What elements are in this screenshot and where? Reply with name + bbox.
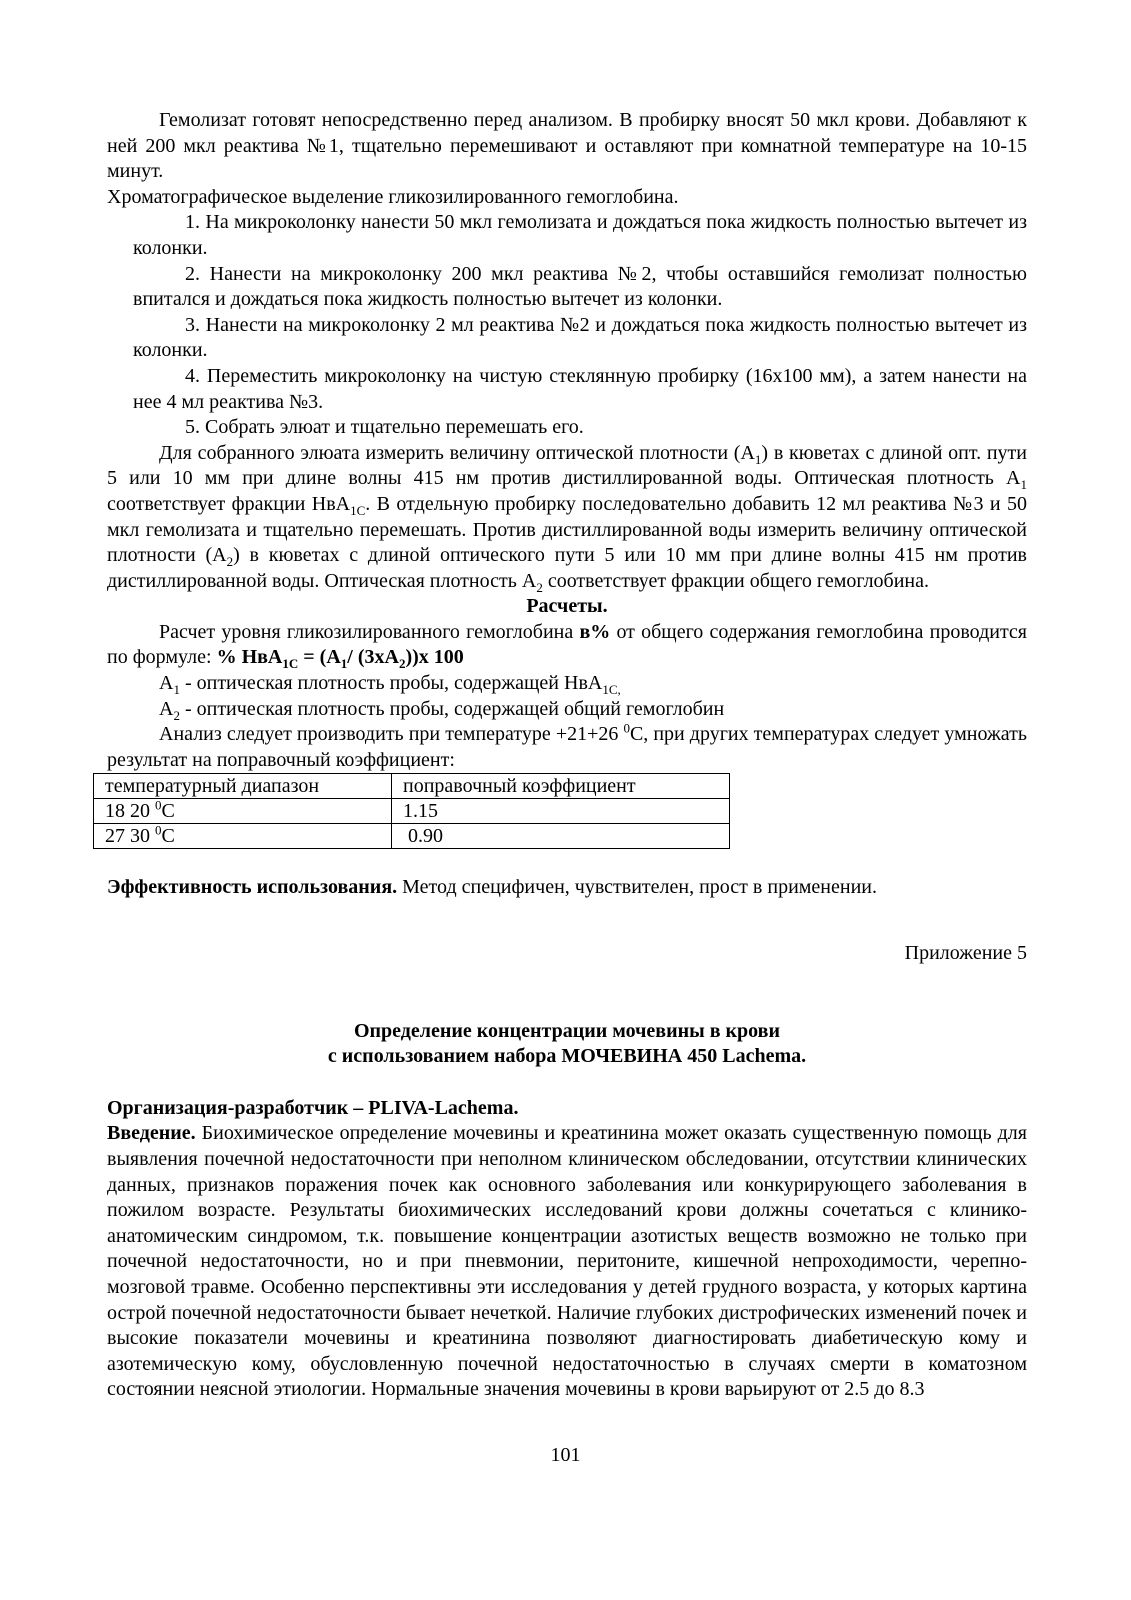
table-row: [94, 799, 730, 824]
table-header-cell: температурный диапазон: [94, 774, 392, 799]
organization-line: Организация-разработчик – PLIVA-Lachema.: [107, 1096, 519, 1119]
step-3: 3. Нанести на микроколонку 2 мл реактива №2 и дождаться пока жидкость полностью вытечет из колонки.: [133, 313, 1027, 362]
correction-table: [93, 773, 730, 849]
table-cell: 18 20 $^0$С: [94, 799, 392, 824]
measurement-paragraph: Для собранного элюата измерить величину оптической плотности $(А_1)$ в кюветах с длиной опт. пути 5 или 10 мм при длине волны 415 нм против дистиллированной воды. Оптическая плотность $А_1$ соответствует фракции НвА$_{1С}$. В отдельную пробирку последовательно добавить 12 мл реактива №3 и 50 мкл гемолизата и тщательно перемешать. Против дистиллированной воды измерить величину оптической плотности $(А_2)$ в кюветах с длиной оптического пути 5 или 10 мм при длине волны 415 нм против дистиллированной воды. Оптическая плотность $А_2$ соответствует фракции общего гемоглобина.: [107, 441, 1027, 595]
table-header-cell: поправочный коэффициент: [392, 774, 730, 799]
table-cell: 0.90: [392, 824, 730, 849]
appendix-label: Приложение 5: [904, 942, 1027, 965]
temperature-paragraph: Анализ следует производить при температуре +21+26 $^0$С, при других температурах следует умножать результат на поправочный коэффициент:: [107, 720, 1027, 771]
document-page: [107, 108, 1027, 1403]
hemolysate-paragraph: Гемолизат готовят непосредственно перед анализом. В пробирку вносят 50 мкл крови. Добавляют к ней 200 мкл реактива №1, тщательно перемешивают и оставляют при комнатной температуре на 10-15 минут.: [107, 109, 1027, 183]
definition-a1: $А_1$ - оптическая плотность пробы, содержащей НвА$_{1С,}$: [159, 672, 621, 698]
section-title-line-1: Определение концентрации мочевины в крови: [353, 1019, 781, 1042]
step-5: 5. Собрать элюат и тщательно перемешать его.: [185, 416, 584, 439]
page-number: 101: [550, 1444, 581, 1466]
table-header-row: [94, 774, 730, 799]
efficiency-paragraph: Эффективность использования. Метод специфичен, чувствителен, прост в применении.: [107, 876, 877, 899]
formula: % $НвА_{1С} = (А_1/$ $(3хА_2))х$ 100: [216, 646, 464, 672]
definition-a2: $А_2$ - оптическая плотность пробы, содержащей общий гемоглобин: [159, 697, 725, 723]
table-cell: 27 30 $^0$С: [94, 824, 392, 849]
introduction-paragraph: Введение. Биохимическое определение мочевины и креатинина может оказать существенную помощь для выявления почечной недостаточности при неполном клиническом обследовании, отсутствии клинических данных, признаков поражения почек как основного заболевания или конкурирующего заболевания в пожилом возрасте. Результаты биохимических исследований крови должны сочетаться с клинико-анатомическим синдромом, т.к. повышение концентрации азотистых веществ возможно не только при почечной недостаточности, но и при пневмонии, перитоните, кишечной непроходимости, черепно-мозговой травме. Особенно перспективны эти исследования у детей грудного возраста, у которых картина острой почечной недостаточности бывает нечеткой. Наличие глубоких дистрофических изменений почек и высокие показатели мочевины и креатинина позволяют диагностировать диабетическую кому и азотемическую кому, обусловленную почечной недостаточностью в случаях смерти в коматозном состоянии неясной этиологии. Нормальные значения мочевины в крови варьируют от 2.5 до 8.3: [107, 1122, 1027, 1401]
table-cell: 1.15: [392, 799, 730, 824]
chromatography-heading: Хроматографическое выделение гликозилированного гемоглобина.: [107, 185, 679, 208]
calculation-paragraph: Расчет уровня гликозилированного гемоглобина в% от общего содержания гемоглобина проводится по формуле: % $НвА_{1С} = (А_1/$ $(3хА_2))х$ 100: [107, 620, 1028, 672]
step-2: 2. Нанести на микроколонку 200 мкл реактива №2, чтобы оставшийся гемолизат полностью впитался и дождаться пока жидкость полностью вытечет из колонки.: [133, 262, 1027, 311]
calculations-heading: Расчеты.: [526, 595, 608, 618]
table-row: [94, 824, 730, 849]
section-title-line-2: с использованием набора МОЧЕВИНА 450 Lachema.: [327, 1045, 807, 1068]
step-4: 4. Переместить микроколонку на чистую стеклянную пробирку (16х100 мм), а затем нанести на нее 4 мл реактива №3.: [133, 364, 1027, 413]
step-1: 1. На микроколонку нанести 50 мкл гемолизата и дождаться пока жидкость полностью вытечет из колонки.: [133, 211, 1027, 259]
